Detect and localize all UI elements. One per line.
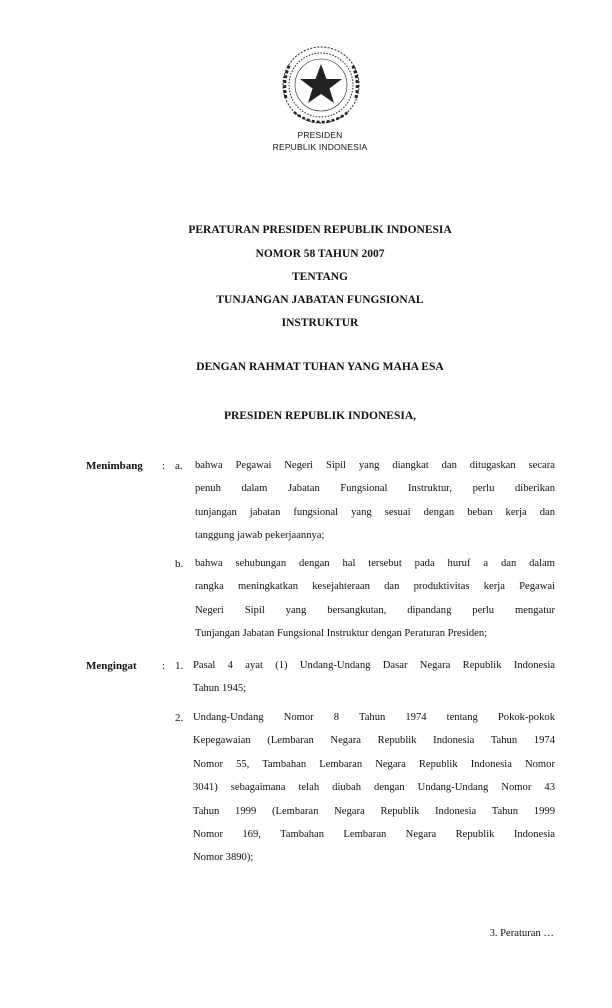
mengingat-marker-2: 2. (175, 712, 184, 724)
text-line: Pasal 4 ayat (1) Undang-Undang Dasar Negara Republik Indonesia (193, 660, 555, 671)
text-line: Nomor 55, Tambahan Lembaran Negara Republik Indonesia Nomor (193, 758, 555, 770)
text-line: Nomor 3890); (193, 852, 254, 864)
text-line: Undang-Undang Nomor 8 Tahun 1974 tentang Pokok-pokok (193, 712, 555, 723)
mengingat-item-2 (193, 706, 555, 870)
garuda-emblem-icon (276, 40, 366, 130)
text-line: rangka meningkatkan kesejahteraan dan produktivitas kerja Pegawai (195, 581, 555, 593)
text-line: tunjangan jabatan fungsional yang sesuai dengan beban kerja dan (195, 506, 555, 518)
issuer: PRESIDEN REPUBLIK INDONESIA, (223, 410, 417, 422)
mengingat-marker-1: 1. (175, 660, 184, 672)
menimbang-colon: : (162, 460, 166, 472)
header-republic: REPUBLIK INDONESIA (272, 142, 368, 152)
menimbang-item-b (195, 552, 555, 646)
header-president: PRESIDEN (297, 130, 343, 140)
title-regulation: PERATURAN PRESIDEN REPUBLIK INDONESIA (188, 224, 452, 236)
text-line: Kepegawaian (Lembaran Negara Republik Indonesia Tahun 1974 (193, 735, 555, 747)
title-about: TENTANG (291, 271, 349, 283)
menimbang-marker-b: b. (175, 558, 184, 570)
page-continuation: 3. Peraturan … (489, 928, 554, 939)
mengingat-label: Mengingat (86, 660, 137, 672)
title-subject: TUNJANGAN JABATAN FUNGSIONAL (216, 294, 424, 306)
invocation: DENGAN RAHMAT TUHAN YANG MAHA ESA (196, 361, 444, 373)
mengingat-item-1 (193, 654, 555, 701)
menimbang-label: Menimbang (86, 460, 143, 472)
title-subject-2: INSTRUKTUR (281, 317, 359, 329)
text-line: bahwa Pegawai Negeri Sipil yang diangkat dan ditugaskan secara (195, 460, 555, 471)
text-line: Tahun 1945; (193, 683, 247, 695)
mengingat-colon: : (162, 660, 166, 672)
text-line: penuh dalam Jabatan Fungsional Instruktur, perlu diberikan (195, 483, 555, 495)
text-line: tanggung jawab pekerjaannya; (195, 530, 325, 542)
menimbang-marker-a: a. (175, 460, 183, 472)
title-number: NOMOR 58 TAHUN 2007 (255, 248, 385, 260)
menimbang-item-a (195, 454, 555, 548)
text-line: Nomor 169, Tambahan Lembaran Negara Republik Indonesia (193, 829, 555, 841)
text-line: 3041) sebagaimana telah diubah dengan Undang-Undang Nomor 43 (193, 782, 555, 794)
text-line: Tunjangan Jabatan Fungsional Instruktur dengan Peraturan Presiden; (195, 628, 488, 640)
text-line: bahwa sehubungan dengan hal tersebut pada huruf a dan dalam (195, 558, 555, 569)
text-line: Tahun 1999 (Lembaran Negara Republik Indonesia Tahun 1999 (193, 805, 555, 817)
text-line: Negeri Sipil yang bersangkutan, dipandang perlu mengatur (195, 604, 555, 616)
